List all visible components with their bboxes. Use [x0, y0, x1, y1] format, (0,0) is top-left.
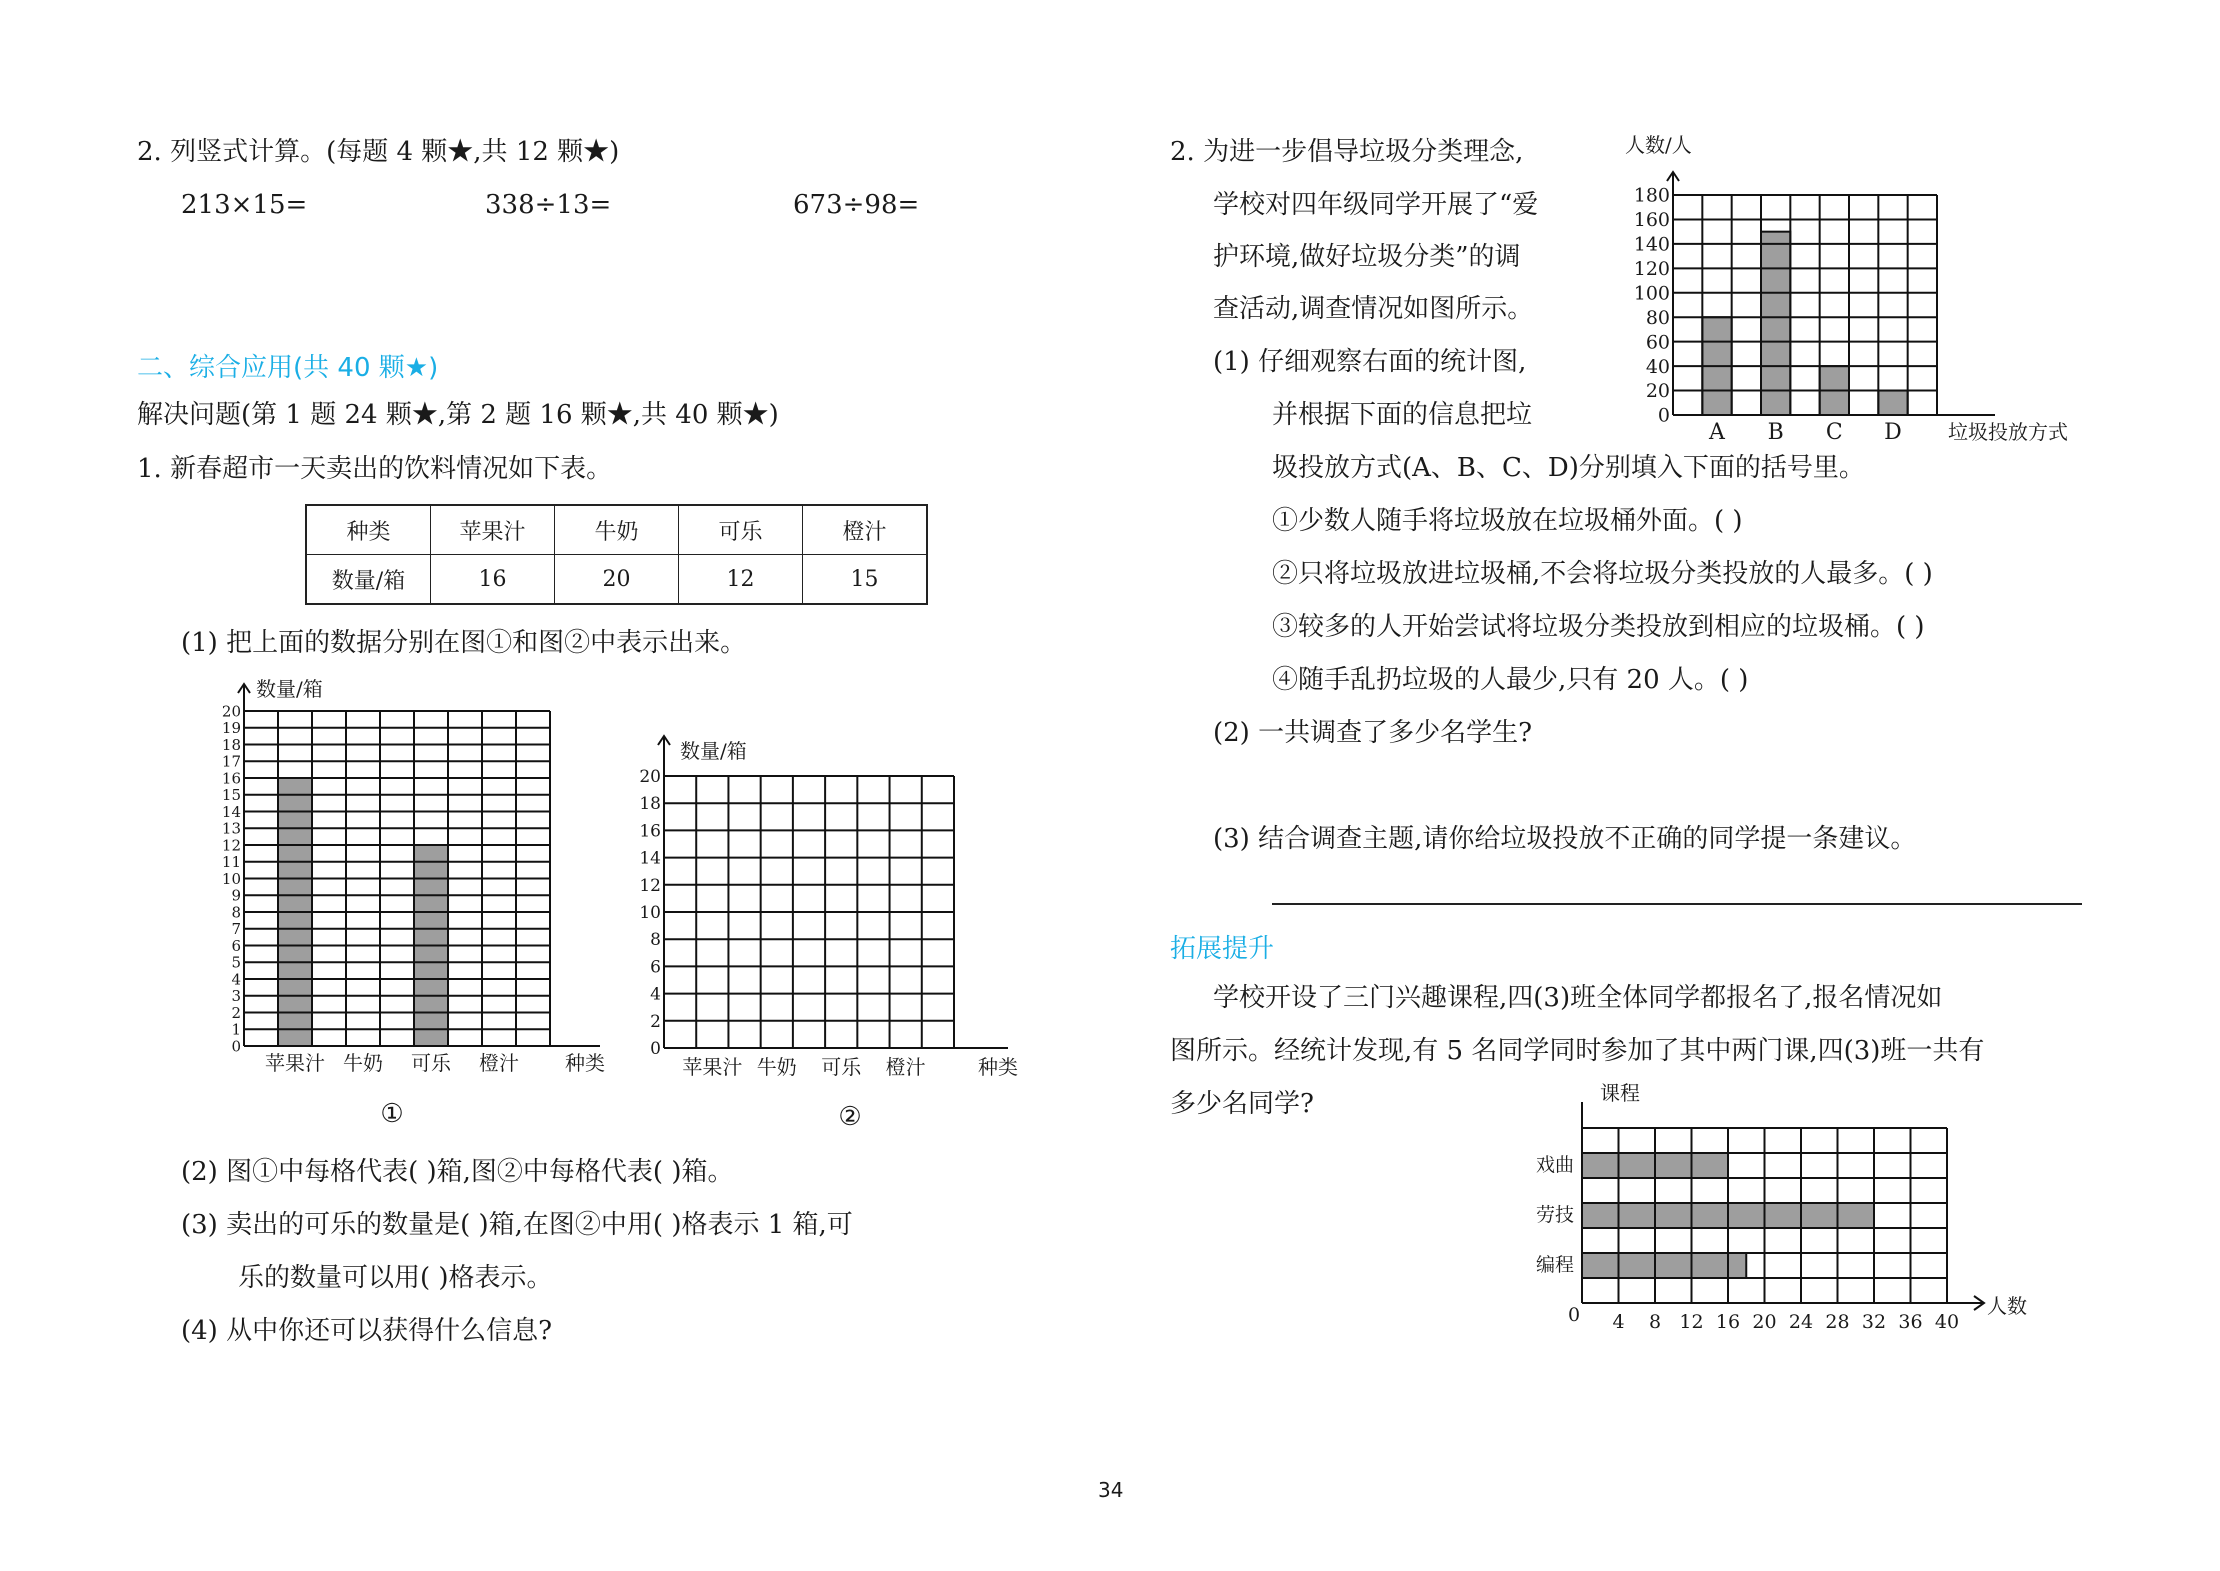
page-number: 34 — [1098, 1478, 1124, 1502]
calc-problem-2: 338÷13= — [485, 190, 612, 220]
y-tick-label: 20 — [1645, 380, 1670, 403]
q2-sub1-line3: 圾投放方式(A、B、C、D)分别填入下面的括号里。 — [1272, 453, 1865, 483]
y-category-label: 编程 — [1535, 1254, 1574, 1276]
y-axis-label: 数量/箱 — [256, 677, 323, 701]
x-tick-label: 28 — [1825, 1311, 1850, 1333]
y-tick-label: 18 — [221, 735, 241, 754]
y-tick-label: 9 — [231, 886, 241, 905]
x-tick-label: 12 — [1679, 1311, 1704, 1333]
y-tick-label: 7 — [231, 920, 241, 938]
bar-B — [1761, 232, 1790, 415]
x-category-label: 苹果汁 — [682, 1055, 743, 1079]
q2-item-4: ④随手乱扔垃圾的人最少,只有 20 人。( ) — [1272, 665, 1749, 695]
y-tick-label: 19 — [221, 719, 241, 737]
y-tick-label: 15 — [221, 786, 241, 804]
y-tick-label: 20 — [639, 766, 661, 787]
y-tick-label: 8 — [231, 903, 241, 922]
y-axis-label: 人数/人 — [1625, 133, 1692, 157]
bar-D — [1878, 391, 1907, 415]
y-axis-label: 数量/箱 — [680, 739, 747, 763]
x-tick-label: 20 — [1752, 1311, 1777, 1333]
y-tick-label: 140 — [1633, 233, 1670, 256]
x-category-label: A — [1709, 420, 1725, 445]
q2-sub1-line2: 并根据下面的信息把垃 — [1272, 400, 1533, 430]
x-axis-label: 人数 — [1987, 1294, 2027, 1318]
x-tick-label: 40 — [1934, 1311, 1960, 1333]
y-tick-label: 18 — [639, 794, 661, 815]
x-axis-label: 种类 — [565, 1051, 605, 1075]
q1-stem: 1. 新春超市一天卖出的饮料情况如下表。 — [137, 454, 613, 484]
q2-sub3: (3) 结合调查主题,请你给垃圾投放不正确的同学提一条建议。 — [1213, 824, 1917, 854]
x-tick-label: 4 — [1612, 1311, 1625, 1333]
chart-3 — [1610, 125, 2100, 455]
q2-item-2: ②只将垃圾放进垃圾桶,不会将垃圾分类投放的人最多。( ) — [1272, 559, 1933, 589]
x-category-label: 牛奶 — [343, 1051, 383, 1075]
x-category-label: 可乐 — [411, 1051, 451, 1075]
x-category-label: 苹果汁 — [265, 1051, 325, 1075]
q1-sub4: (4) 从中你还可以获得什么信息? — [181, 1316, 553, 1346]
extension-para-line2: 图所示。经统计发现,有 5 名同学同时参加了其中两门课,四(3)班一共有 — [1170, 1036, 1985, 1066]
y-tick-label: 3 — [231, 987, 241, 1005]
y-tick-label: 5 — [231, 953, 241, 972]
x-tick-label: 16 — [1715, 1311, 1741, 1333]
q1-sub3-line2: 乐的数量可以用( )格表示。 — [238, 1263, 553, 1293]
table-row — [306, 505, 927, 555]
chart-1 — [190, 670, 630, 1140]
y-tick-label: 6 — [231, 936, 241, 955]
table-cell: 牛奶 — [555, 505, 679, 555]
y-tick-label: 14 — [221, 802, 241, 821]
bar-编程 — [1582, 1253, 1746, 1278]
q2-stem-line3: 护环境,做好垃圾分类”的调 — [1213, 242, 1521, 272]
q1-sub3-line1: (3) 卖出的可乐的数量是( )箱,在图②中用( )格表示 1 箱,可 — [181, 1210, 853, 1240]
chart-caption: ② — [838, 1102, 862, 1132]
chart-caption: ① — [380, 1099, 404, 1129]
table-cell: 橙汁 — [803, 505, 928, 555]
section-heading: 二、综合应用(共 40 颗★) — [137, 353, 439, 383]
q2-stem-line1: 2. 为进一步倡导垃圾分类理念, — [1170, 137, 1524, 167]
y-tick-label: 160 — [1633, 209, 1670, 232]
drinks-table — [305, 504, 928, 605]
q1-sub2: (2) 图①中每格代表( )箱,图②中每格代表( )箱。 — [181, 1157, 734, 1187]
y-tick-label: 40 — [1645, 355, 1670, 378]
y-tick-label: 60 — [1645, 331, 1670, 354]
y-tick-label: 100 — [1633, 282, 1670, 305]
x-category-label: 牛奶 — [756, 1055, 797, 1079]
table-cell: 20 — [555, 555, 679, 605]
q2-item-3: ③较多的人开始尝试将垃圾分类投放到相应的垃圾桶。( ) — [1272, 612, 1925, 642]
table-cell: 可乐 — [679, 505, 803, 555]
y-tick-label: 10 — [639, 902, 661, 923]
solve-intro: 解决问题(第 1 题 24 颗★,第 2 题 16 颗★,共 40 颗★) — [137, 400, 779, 430]
x-tick-label: 32 — [1861, 1311, 1887, 1333]
y-tick-label: 11 — [221, 853, 241, 871]
y-category-label: 劳技 — [1535, 1204, 1574, 1226]
x-category-label: 可乐 — [821, 1055, 862, 1079]
y-tick-label: 10 — [221, 869, 241, 888]
x-category-label: D — [1884, 420, 1902, 445]
y-tick-label: 12 — [639, 875, 661, 896]
y-tick-label: 80 — [1645, 306, 1670, 329]
table-cell: 数量/箱 — [306, 555, 431, 605]
calc-question-title: 2. 列竖式计算。(每题 4 颗★,共 12 颗★) — [137, 137, 620, 167]
y-tick-label: 12 — [221, 836, 241, 855]
x-category-label: 橙汁 — [885, 1055, 926, 1079]
chart-2 — [610, 720, 1050, 1140]
q2-stem-line4: 查活动,调查情况如图所示。 — [1213, 294, 1534, 324]
y-tick-label: 0 — [231, 1037, 241, 1056]
y-tick-label: 4 — [231, 970, 241, 989]
section-divider — [1272, 903, 2082, 905]
y-tick-label: 6 — [650, 957, 661, 978]
table-cell: 苹果汁 — [431, 505, 555, 555]
y-tick-label: 1 — [231, 1020, 241, 1039]
table-cell: 16 — [431, 555, 555, 605]
extension-heading: 拓展提升 — [1170, 934, 1275, 964]
chart-4 — [1520, 1080, 2110, 1350]
y-tick-label: 16 — [221, 769, 241, 788]
y-tick-label: 13 — [221, 819, 241, 838]
x-tick-label: 24 — [1788, 1311, 1814, 1333]
y-tick-label: 180 — [1633, 184, 1670, 207]
table-cell: 种类 — [306, 505, 431, 555]
x-tick-label: 36 — [1898, 1311, 1923, 1333]
extension-para-line3: 多少名同学? — [1170, 1089, 1314, 1119]
x-category-label: C — [1825, 420, 1843, 445]
q1-sub1: (1) 把上面的数据分别在图①和图②中表示出来。 — [181, 628, 747, 658]
y-tick-label: 120 — [1633, 257, 1670, 280]
extension-para-line1: 学校开设了三门兴趣课程,四(3)班全体同学都报名了,报名情况如 — [1213, 983, 1943, 1013]
table-row — [306, 555, 927, 605]
y-category-label: 戏曲 — [1535, 1154, 1574, 1176]
x-axis-label: 垃圾投放方式 — [1948, 420, 2068, 444]
table-cell: 15 — [803, 555, 928, 605]
y-tick-label: 20 — [221, 702, 241, 721]
q2-sub2: (2) 一共调查了多少名学生? — [1213, 718, 1533, 748]
q2-stem-line2: 学校对四年级同学开展了“爱 — [1213, 190, 1539, 220]
y-tick-label: 8 — [650, 930, 661, 951]
x-category-label: 橙汁 — [479, 1051, 519, 1075]
calc-problem-1: 213×15= — [181, 190, 308, 220]
calc-problem-3: 673÷98= — [793, 190, 920, 220]
y-tick-label: 2 — [231, 1003, 241, 1022]
x-axis-label: 种类 — [978, 1055, 1018, 1079]
y-tick-label: 17 — [221, 752, 241, 771]
y-tick-label: 14 — [639, 848, 661, 869]
y-axis-label: 课程 — [1600, 1081, 1640, 1105]
y-tick-label: 4 — [650, 984, 661, 1005]
y-tick-label: 0 — [650, 1038, 661, 1059]
y-tick-label: 2 — [650, 1011, 661, 1032]
q2-item-1: ①少数人随手将垃圾放在垃圾桶外面。( ) — [1272, 506, 1743, 536]
x-tick-label: 8 — [1648, 1311, 1662, 1333]
q2-sub1-line1: (1) 仔细观察右面的统计图, — [1213, 347, 1527, 377]
y-tick-label: 16 — [639, 821, 661, 842]
x-category-label: B — [1767, 420, 1784, 445]
y-tick-label: 0 — [1657, 404, 1670, 427]
x-tick-label: 0 — [1567, 1304, 1581, 1326]
table-cell: 12 — [679, 555, 803, 605]
